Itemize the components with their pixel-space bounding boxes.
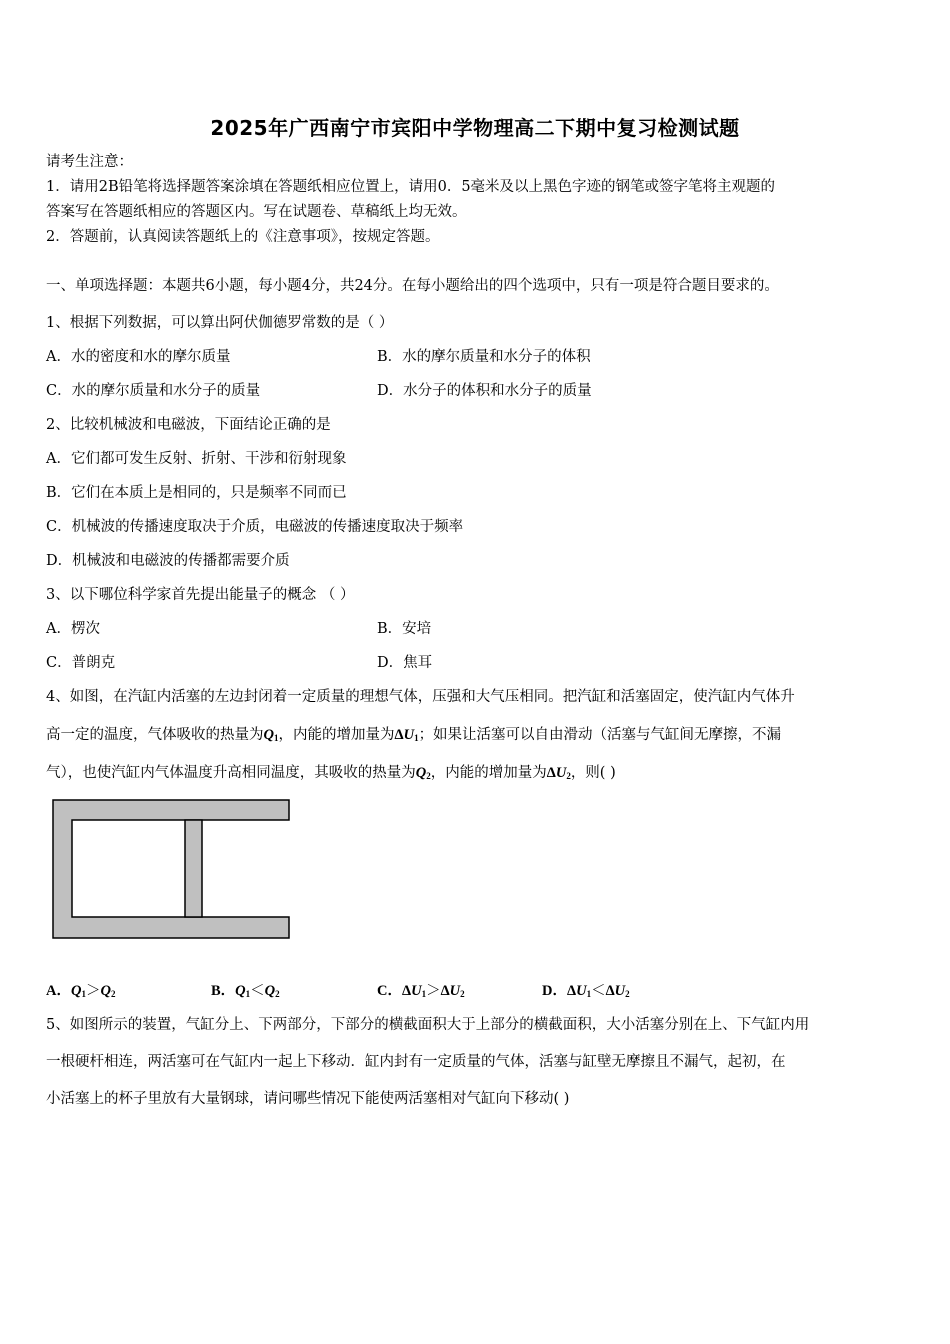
- q3-option-a: A．楞次: [46, 621, 100, 637]
- notice-item2: 2．答题前，认真阅读答题纸上的《注意事项》，按规定答题。: [46, 229, 440, 245]
- q4-option-c: C．$\Delta U_1>\Delta U_2$: [377, 983, 465, 999]
- q2-symbol: $Q_2$: [415, 765, 431, 781]
- q4-stem-line1: 4、如图，在汽缸内活塞的左边封闭着一定质量的理想气体，压强和大气压相同。把汽缸和活塞固定，使汽缸内气体升: [46, 689, 795, 705]
- q4-text: ，则( ): [570, 765, 616, 781]
- q4-option-b: B．$Q_1<Q_2$: [211, 983, 280, 999]
- q1-option-c: C．水的摩尔质量和水分子的质量: [46, 383, 261, 399]
- q4-text: ，内能的增加量为: [278, 727, 395, 743]
- cylinder-wall: [53, 800, 289, 938]
- q4-stem-line2: [46, 725, 781, 748]
- cylinder-piston-figure: [52, 799, 292, 941]
- q4-text: 气），也使汽缸内气体温度升高相同温度，其吸收的热量为: [46, 765, 416, 781]
- q1-stem: 1、根据下列数据，可以算出阿伏伽德罗常数的是（ ）: [46, 315, 394, 331]
- q1-symbol: $Q_1$: [263, 727, 279, 743]
- q2-option-d: D．机械波和电磁波的传播都需要介质: [46, 553, 290, 569]
- q2-option-c: C．机械波的传播速度取决于介质，电磁波的传播速度取决于频率: [46, 519, 464, 535]
- du2-symbol: $\Delta U_2$: [546, 765, 571, 781]
- q4-text: ；如果让活塞可以自由滑动（活塞与气缸间无摩擦，不漏: [418, 727, 782, 743]
- q4-option-a: A．$Q_1>Q_2$: [46, 983, 116, 999]
- q4-stem-line3: [46, 763, 616, 786]
- q5-stem-line3: 小活塞上的杯子里放有大量钢球，请问哪些情况下能使两活塞相对气缸向下移动( ): [46, 1091, 570, 1107]
- q1-option-b: B．水的摩尔质量和水分子的体积: [377, 349, 591, 365]
- q3-option-b: B．安培: [377, 621, 432, 637]
- q2-stem: 2、比较机械波和电磁波，下面结论正确的是: [46, 417, 331, 433]
- q4-text: ，内能的增加量为: [430, 765, 547, 781]
- notice-item1-line1: 1．请用2B铅笔将选择题答案涂填在答题纸相应位置上，请用0．5毫米及以上黑色字迹的钢笔或签字笔将主观题的: [46, 179, 776, 195]
- q3-option-d: D．焦耳: [377, 655, 433, 671]
- q3-stem: 3、以下哪位科学家首先提出能量子的概念 （ ）: [46, 587, 355, 603]
- piston: [185, 820, 202, 917]
- section-heading: 一、单项选择题：本题共6小题，每小题4分，共24分。在每小题给出的四个选项中，只有一项是符合题目要求的。: [46, 278, 779, 294]
- q1-option-a: A．水的密度和水的摩尔质量: [46, 349, 231, 365]
- q4-text: 高一定的温度，气体吸收的热量为: [46, 727, 264, 743]
- notice-item1-line2: 答案写在答题纸相应的答题区内。写在试题卷、草稿纸上均无效。: [46, 204, 467, 220]
- q5-stem-line1: 5、如图所示的装置，气缸分上、下两部分，下部分的横截面积大于上部分的横截面积，大小活塞分别在上、下气缸内用: [46, 1017, 810, 1033]
- q3-option-c: C．普朗克: [46, 655, 116, 671]
- q5-stem-line2: 一根硬杆相连，两活塞可在气缸内一起上下移动．缸内封有一定质量的气体，活塞与缸壁无摩擦且不漏气，起初，在: [46, 1054, 786, 1070]
- q4-option-d: D．$\Delta U_1<\Delta U_2$: [542, 983, 630, 999]
- q1-option-d: D．水分子的体积和水分子的质量: [377, 383, 592, 399]
- page-title: 2025年广西南宁市宾阳中学物理高二下期中复习检测试题: [210, 116, 740, 140]
- notice-heading: 请考生注意：: [46, 154, 133, 170]
- q2-option-b: B．它们在本质上是相同的，只是频率不同而已: [46, 485, 347, 501]
- du1-symbol: $\Delta U_1$: [394, 727, 419, 743]
- q2-option-a: A．它们都可发生反射、折射、干涉和衍射现象: [46, 451, 347, 467]
